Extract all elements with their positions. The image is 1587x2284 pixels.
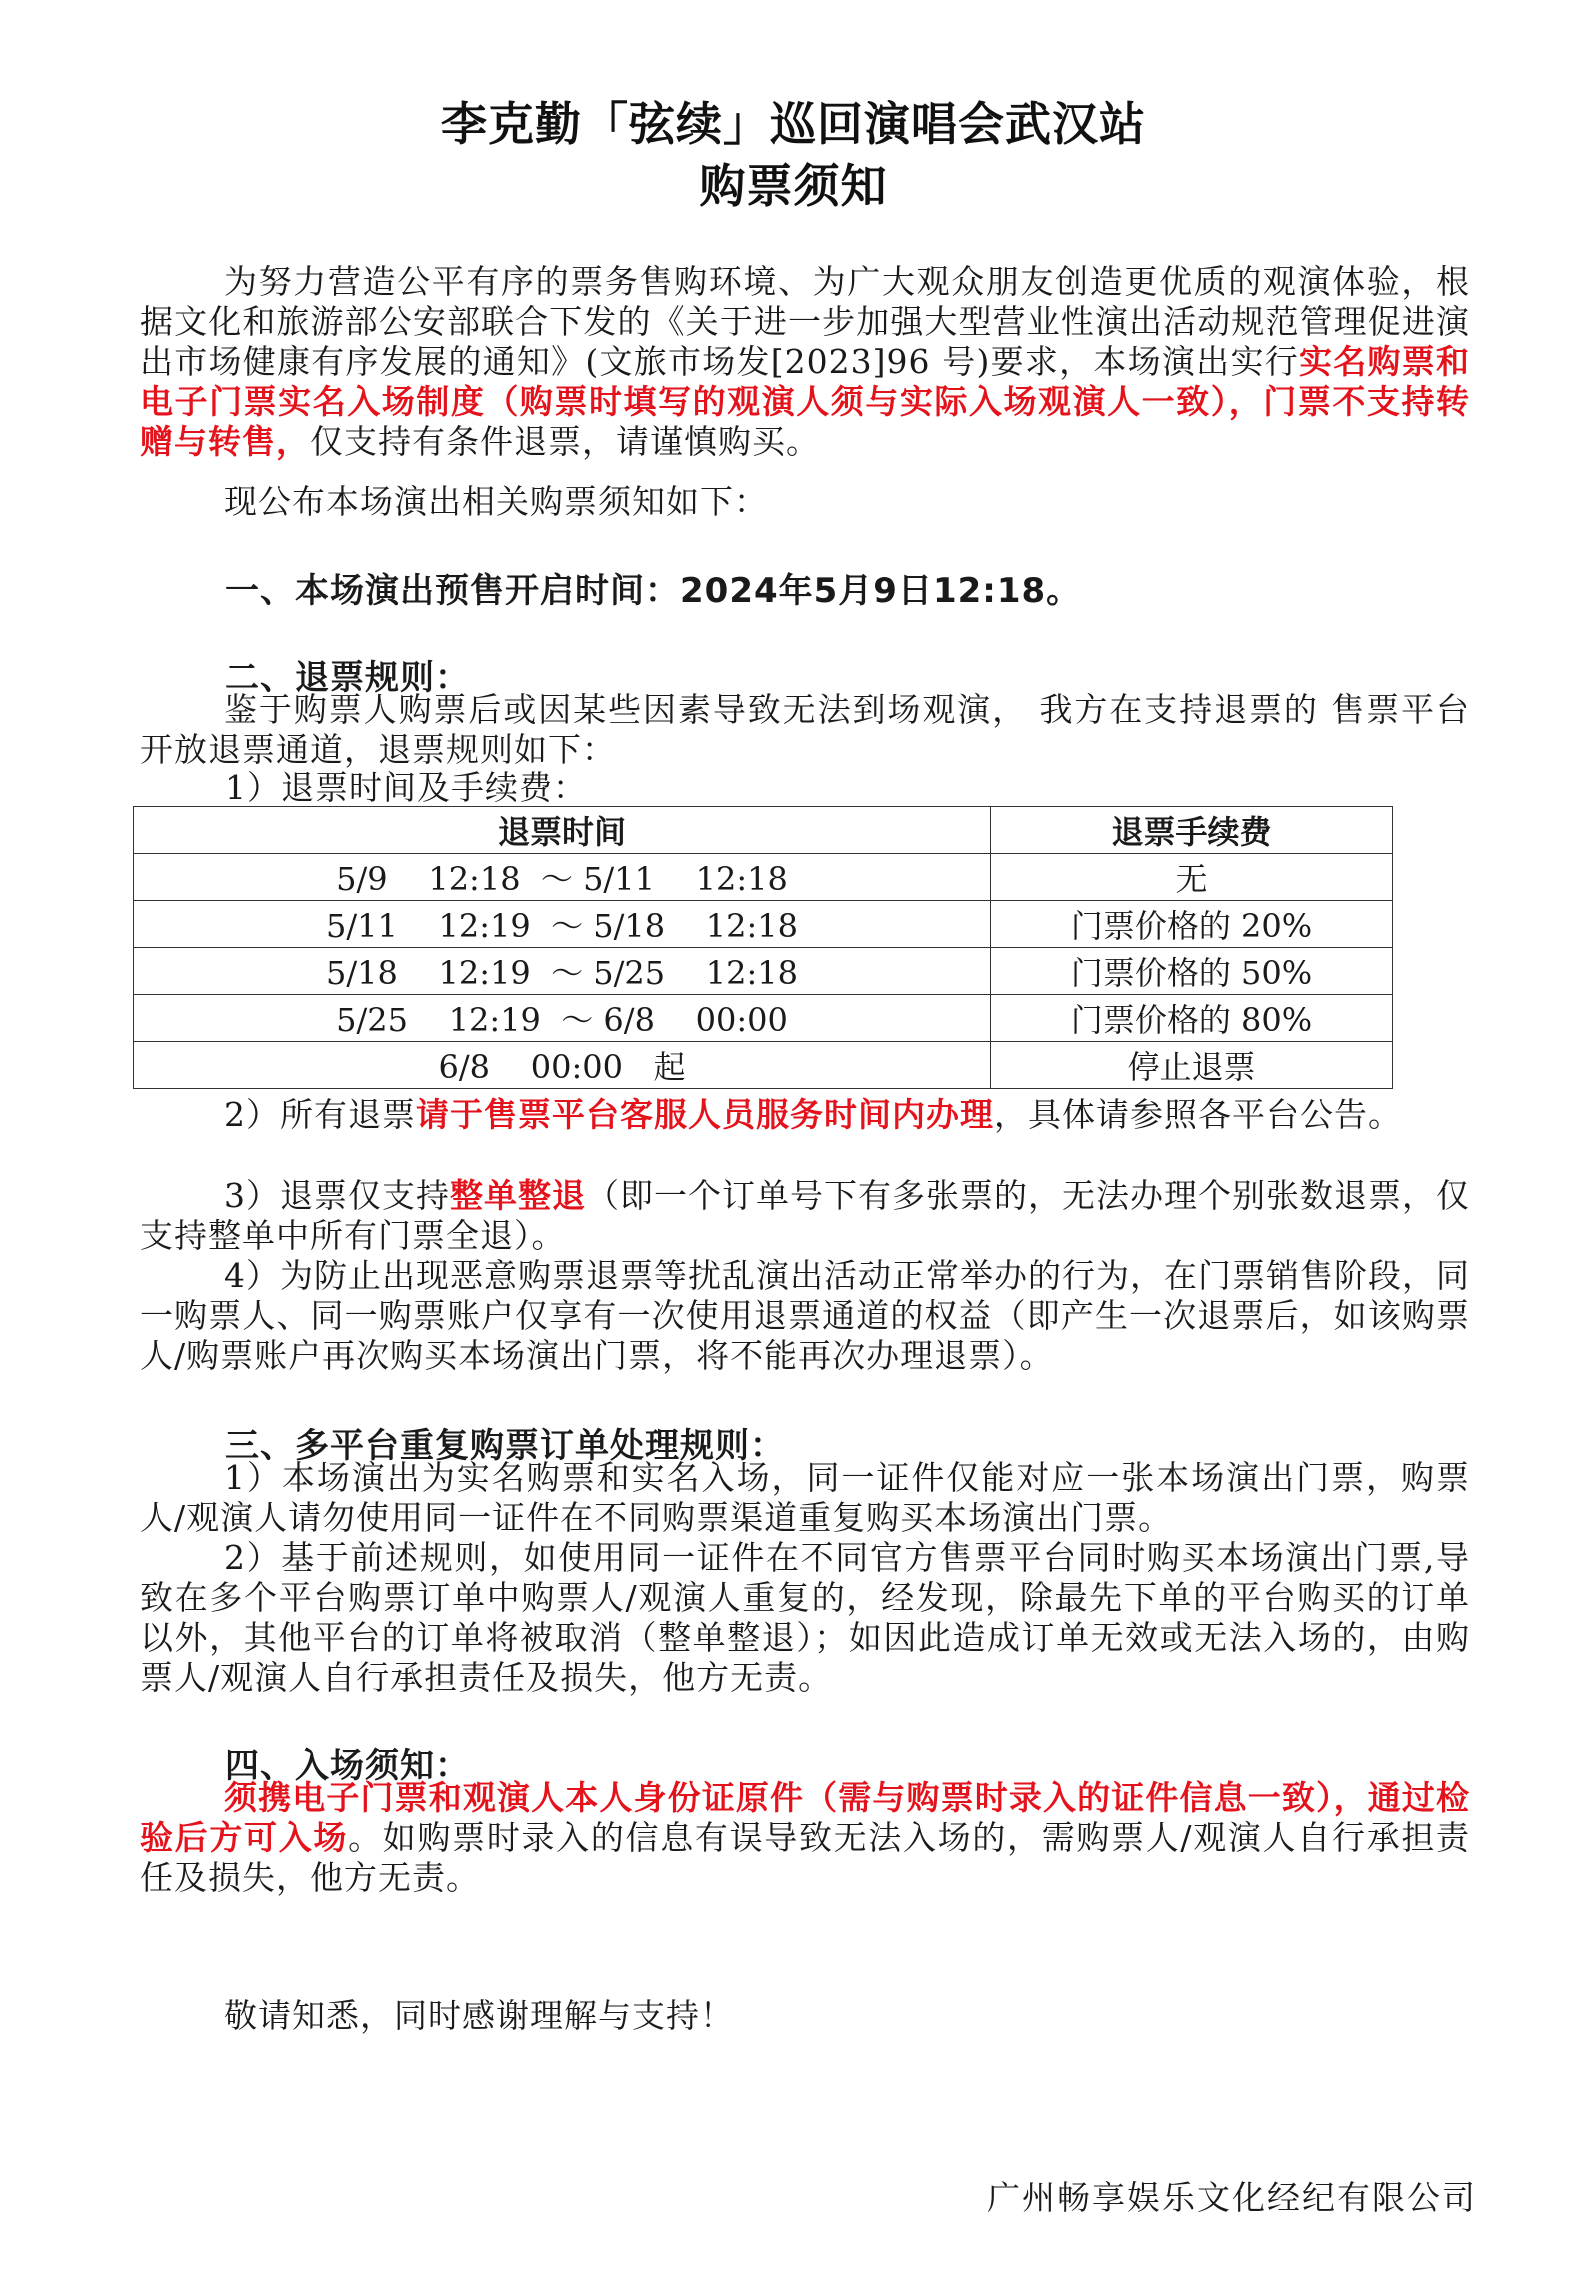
section2-item1-label: 1）退票时间及手续费： — [225, 768, 587, 807]
section2-text: 鉴于购票人购票后或因某些因素导致无法到场观演， 我方在支持退票的 售票平台开放退票通道，退票规则如下： — [140, 690, 1470, 769]
table-cell-fee: 门票价格的 80% — [991, 995, 1393, 1042]
section4-text — [140, 1778, 1470, 1898]
section2-item3 — [140, 1176, 1470, 1256]
table-cell-fee: 门票价格的 50% — [991, 948, 1393, 995]
section2-heading: 二、退票规则： — [225, 658, 470, 698]
item3-red-text: 整单整退 — [450, 1176, 586, 1215]
table-row — [134, 901, 1393, 948]
company-signature: 广州畅享娱乐文化经纪有限公司 — [987, 2178, 1477, 2217]
intro-text-a: 为努力营造公平有序的票务售购环境、为广大观众朋友创造更优质的观演体验，根据文化和旅游部公安部联合下发的《关于进一步加强大型营业性演出活动规范管理促进演出市场健康有序发展的通知》(文旅市场发[2023]96 号)要求，本场演出实行 — [140, 262, 1470, 381]
section3-heading: 三、多平台重复购票订单处理规则： — [225, 1426, 785, 1466]
closing-line: 敬请知悉，同时感谢理解与支持！ — [224, 1996, 734, 2035]
section4-red-text: 须携电子门票和观演人本人身份证原件（需与购票时录入的证件信息一致），通过检验后方可入场 — [140, 1778, 1470, 1857]
table-cell-time: 5/25 12:19 ～ 6/8 00:00 — [134, 995, 991, 1042]
document-title: 李克勤「弦续」巡回演唱会武汉站 — [441, 97, 1146, 151]
intro-lead: 现公布本场演出相关购票须知如下： — [224, 482, 768, 521]
refund-fee-table — [133, 806, 1393, 1089]
item2-red-text: 请于售票平台客服人员服务时间内办理 — [416, 1095, 994, 1134]
table-header-time: 退票时间 — [134, 807, 991, 854]
section3-item2: 2）基于前述规则，如使用同一证件在不同官方售票平台同时购买本场演出门票,导致在多个平台购票订单中购票人/观演人重复的，经发现，除最先下单的平台购买的订单以外，其他平台的订单将被取消（整单整退）；如因此造成订单无效或无法入场的，由购票人/观演人自行承担责任及损失，他方无责。 — [140, 1538, 1470, 1697]
section1-heading: 一、本场演出预售开启时间：2024年5月9日12:18。 — [225, 571, 1082, 611]
intro-paragraph — [140, 262, 1470, 462]
item2-text-b: ，具体请参照各平台公告。 — [994, 1095, 1402, 1134]
table-cell-time: 5/11 12:19 ～ 5/18 12:18 — [134, 901, 991, 948]
table-cell-time: 5/18 12:19 ～ 5/25 12:18 — [134, 948, 991, 995]
table-row — [134, 1042, 1393, 1089]
section2-item2 — [140, 1095, 1470, 1135]
table-cell-fee: 停止退票 — [991, 1042, 1393, 1089]
intro-red-text: 实名购票和电子门票实名入场制度（购票时填写的观演人须与实际入场观演人一致），门票不支持转赠与转售， — [140, 342, 1471, 461]
section2-item4: 4）为防止出现恶意购票退票等扰乱演出活动正常举办的行为，在门票销售阶段，同一购票人、同一购票账户仅享有一次使用退票通道的权益（即产生一次退票后，如该购票人/购票账户再次购买本场演出门票，将不能再次办理退票）。 — [140, 1256, 1470, 1375]
table-cell-fee: 无 — [991, 854, 1393, 901]
section3-item1: 1）本场演出为实名购票和实名入场，同一证件仅能对应一张本场演出门票，购票人/观演人请勿使用同一证件在不同购票渠道重复购买本场演出门票。 — [140, 1458, 1470, 1537]
item3-text-a: 3）退票仅支持 — [224, 1176, 450, 1215]
table-cell-fee: 门票价格的 20% — [991, 901, 1393, 948]
section4-text-rest: 。如购票时录入的信息有误导致无法入场的，需购票人/观演人自行承担责任及损失，他方无责。 — [140, 1818, 1471, 1897]
table-row — [134, 995, 1393, 1042]
table-row — [134, 948, 1393, 995]
intro-text-b: 仅支持有条件退票，请谨慎购买。 — [310, 422, 820, 461]
table-row — [134, 854, 1393, 901]
item3-text-b: （即一个订单号下有多张票的，无法办理个别张数退票，仅支持整单中所有门票全退）。 — [140, 1176, 1470, 1255]
item2-text-a: 2）所有退票 — [224, 1095, 416, 1134]
section4-heading: 四、入场须知： — [225, 1746, 470, 1786]
table-header-row — [134, 807, 1393, 854]
document-subtitle: 购票须知 — [699, 159, 888, 213]
table-header-fee: 退票手续费 — [991, 807, 1393, 854]
table-cell-time: 6/8 00:00 起 — [134, 1042, 991, 1089]
table-cell-time: 5/9 12:18 ～ 5/11 12:18 — [134, 854, 991, 901]
